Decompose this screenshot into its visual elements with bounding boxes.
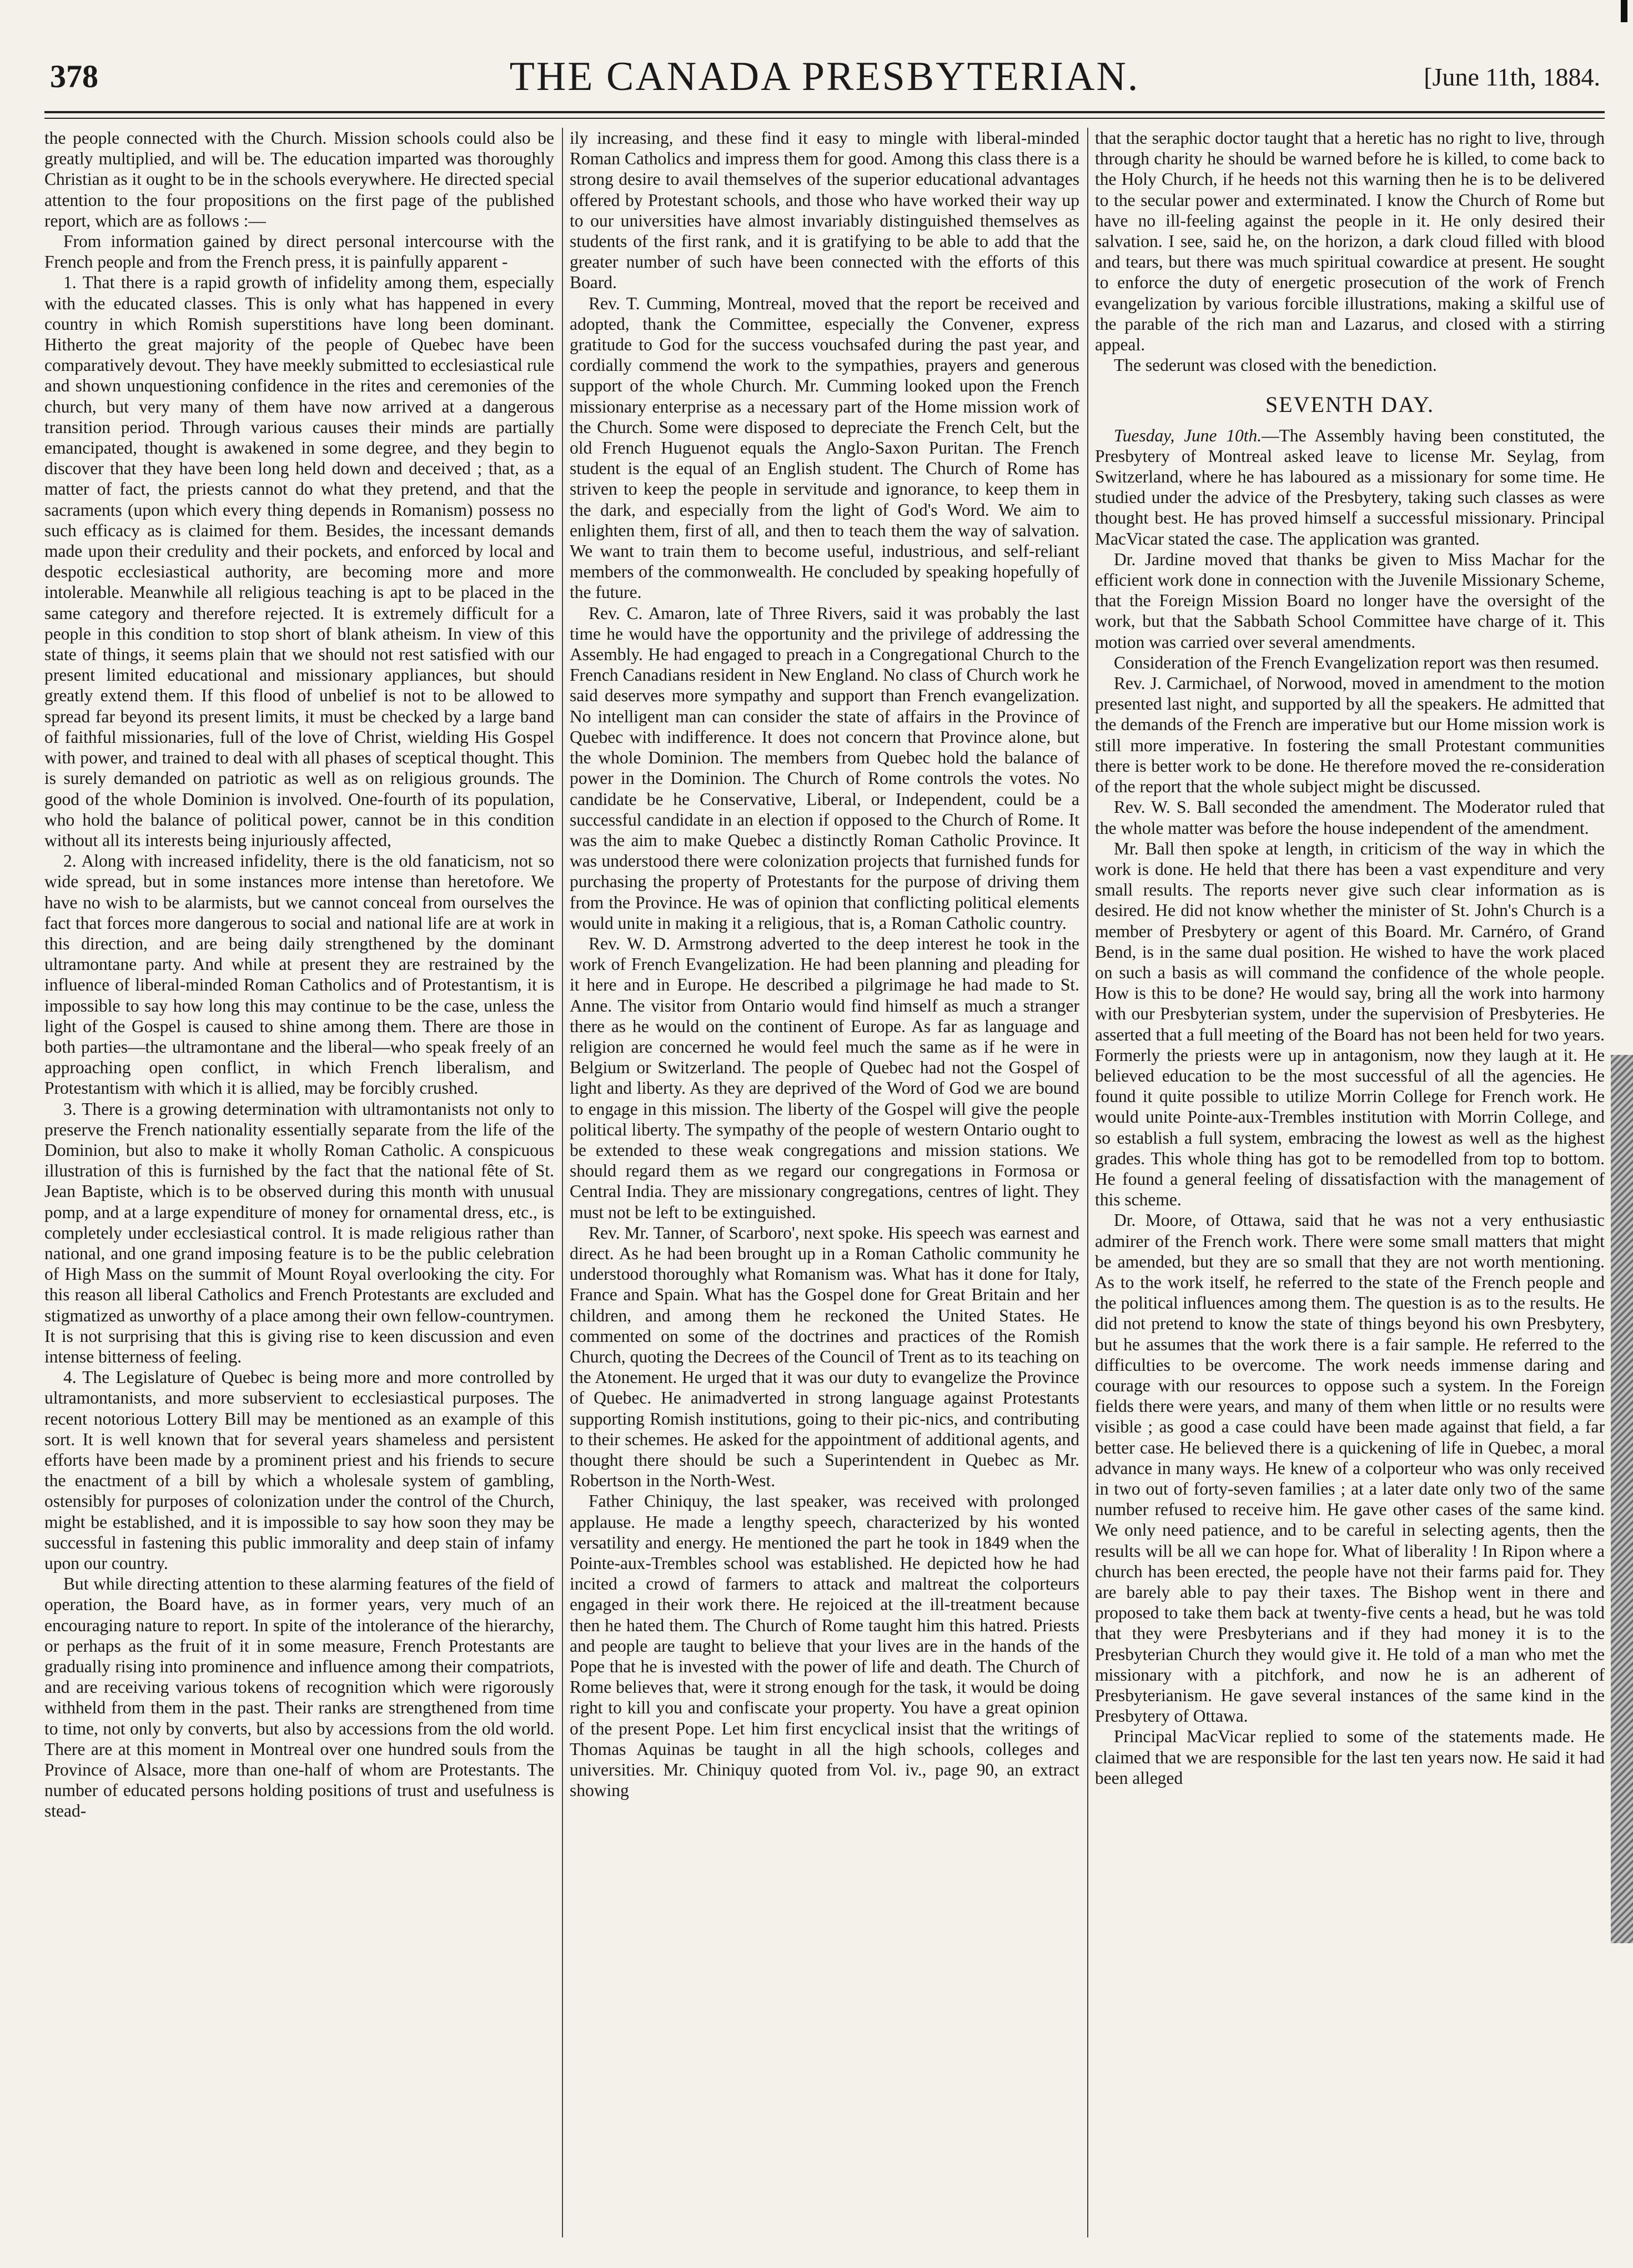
page-number: 378 <box>50 58 98 94</box>
paragraph-text: Mr. Ball then spoke at length, in criticism of the way in which the work is done. He held that there has been a vast expenditure and very small results. The reports never give such clear information as is desired. He did not know whether the minister of St. John's Church is a member of Presbytery or agent of this Board. Mr. Carnéro, of Grand Bend, is in the same dual position. He wished to have the work placed on such a basis as will command the confidence of the whole people. How is this to be done? He would say, bring all the work into harmony with our Presbyterian system, under the supervision of Presbyteries. He asserted that a full meeting of the Board has not been held for two years. Formerly the priests were up in antagonism, now they laugh at it. He believed education to be the most successful of all the agencies. He found it quite possible to utilize Morrin College for French work. He would unite Pointe-aux-Trembles institution with Morrin College, and so establish a full system, embracing the lowest as well as the highest grades. This whole thing has got to be remodelled from top to bottom. He found a general feeling of dissatisfaction with the management of this scheme. <box>1095 838 1605 1210</box>
column-divider <box>1087 128 1088 2237</box>
article-paragraph <box>1095 838 1605 1210</box>
column-1 <box>44 128 554 2237</box>
article-columns <box>44 128 1605 2237</box>
page-edge-mark <box>1621 0 1627 22</box>
article-paragraph <box>44 1573 554 1821</box>
article-paragraph <box>1095 652 1605 673</box>
article-paragraph <box>570 1223 1079 1491</box>
paragraph-text: Father Chiniquy, the last speaker, was received with prolonged applause. He made a lengthy speech, characterized by his wonted versatility and energy. He mentioned the part he took in 1849 when the Pointe-aux-Trembles school was established. He depicted how he had incited a crowd of farmers to attack and maltreat the colporteurs engaged in their work there. He rejoiced at the ill-treatment because then he hated them. The Church of Rome taught him this hatred. Priests and people are taught to believe that your lives are in the hands of the Pope that he is invested with the power of life and death. The Church of Rome believes that, were it strong enough for the task, it would be doing right to kill you and confiscate your property. You have a great opinion of the present Pope. Let him first encyclical insist that the writings of Thomas Aquinas be taught in all the high schools, colleges and universities. Mr. Chiniquy quoted from Vol. iv., page 90, an extract showing <box>570 1491 1079 1801</box>
article-paragraph <box>1095 549 1605 652</box>
paragraph-text: Rev. C. Amaron, late of Three Rivers, said it was probably the last time he would have the opportunity and the privilege of addressing the Assembly. He had engaged to preach in a Congregational Church to the French Canadians resident in New England. No class of Church work he said deserves more sympathy and support than French evangelization. No intelligent man can consider the state of affairs in the Province of Quebec with indifference. It does not concern that Province alone, but the whole Dominion. The members from Quebec hold the balance of power in the Dominion. The Church of Rome controls the votes. No candidate be he Conservative, Liberal, or Independent, could be a successful candidate in an election if opposed to the Church of Rome. It was the aim to make Quebec a distinctly Roman Catholic Province. It was understood there were colonization projects that furnished funds for purchasing the property of Protestants for the purpose of driving them from the Province. He was of opinion that conflicting political elements would unite in making it a religious, that is, a Roman Catholic country. <box>570 603 1079 933</box>
paragraph-text: Rev. W. S. Ball seconded the amendment. The Moderator ruled that the whole matter was before the house independent of the amendment. <box>1095 797 1605 838</box>
newspaper-page <box>39 50 1610 2249</box>
article-paragraph <box>1095 355 1605 375</box>
paragraph-text: The sederunt was closed with the benediction. <box>1114 355 1437 375</box>
article-paragraph <box>1095 673 1605 797</box>
paragraph-text: Rev. J. Carmichael, of Norwood, moved in amendment to the motion presented last night, and supported by all the speakers. He admitted that the demands of the French are imperative but our Home mission work is still more imperative. In fostering the small Protestant communities there is better work to be done. He therefore moved the re-consideration of the report that the whole subject might be discussed. <box>1095 673 1605 797</box>
paragraph-text: that the seraphic doctor taught that a heretic has no right to live, through through charity he should be warned before he is killed, to come back to the Holy Church, if he heeds not this warning then he is to be delivered to the secular power and exterminated. I know the Church of Rome but have no ill-feeling against the people in it. He only desired their salvation. I see, said he, on the horizon, a dark cloud filled with blood and tears, but there was much spiritual cowardice at present. He sought to enforce the duty of energetic prosecution of the work of French evangelization by various forcible illustrations, making a skilful use of the parable of the rich man and Lazarus, and closed with a stirring appeal. <box>1095 128 1605 355</box>
article-paragraph <box>1095 1210 1605 1726</box>
paragraph-text: Consideration of the French Evangelization report was then resumed. <box>1114 652 1599 672</box>
article-paragraph <box>1095 128 1605 355</box>
paragraph-text: —The Assembly having been constituted, the Presbytery of Montreal asked leave to license Mr. Seylag, from Switzerland, where he has laboured as a missionary for some time. He studied under the advice of the Presbytery, taking such classes as were thought best. He has proved himself a successful missionary. Principal MacVicar stated the case. The application was granted. <box>1095 425 1605 549</box>
article-paragraph <box>44 851 554 1098</box>
dateline: Tuesday, June 10th. <box>1114 425 1262 445</box>
article-paragraph <box>570 603 1079 933</box>
issue-date: [June 11th, 1884. <box>1424 63 1600 91</box>
column-3 <box>1095 128 1605 2237</box>
article-paragraph <box>1095 425 1605 549</box>
page-edge-shading <box>1611 1055 1633 1943</box>
masthead-rule <box>44 111 1605 113</box>
paragraph-text: 2. Along with increased infidelity, there is the old fanaticism, not so wide spread, but in some instances more intense than heretofore. We have no wish to be alarmists, but we cannot conceal from ourselves the fact that forces more dangerous to social and national life are at work in this direction, and are being daily strengthened by the dominant ultramontane party. And while at present they are restrained by the influence of liberal-minded Roman Catholics and of Protestantism, it is impossible to say how long this may continue to be the case, unless the light of the Gospel is caused to shine among them. There are those in both parties—the ultramontane and the liberal—who speak freely of an approaching open conflict, in which French liberalism, and Protestantism with which it is allied, may be forcibly crushed. <box>44 851 554 1098</box>
masthead <box>39 50 1610 111</box>
masthead-rule-thin <box>44 118 1605 119</box>
column-2 <box>570 128 1079 2237</box>
paragraph-text: 3. There is a growing determination with ultramontanists not only to preserve the French nationality essentially separate from the life of the Dominion, but also to make it wholly Roman Catholic. A conspicuous illustration of this is furnished by the fact that the national fête of St. Jean Baptiste, which is to be observed during this month with unusual pomp, and at a large expenditure of money for ornamental dress, etc., is completely under ecclesiastical control. It is made religious rather than national, and one grand imposing feature is to be the public celebration of High Mass on the summit of Mount Royal overlooking the city. For this reason all liberal Catholics and French Protestants are excluded and stigmatized as unworthy of a place among their own fellow-countrymen. It is not surprising that this is giving rise to keen discussion and even intense bitterness of feeling. <box>44 1099 554 1366</box>
article-paragraph <box>570 1491 1079 1801</box>
article-paragraph <box>44 272 554 851</box>
paragraph-text: ily increasing, and these find it easy to mingle with liberal-minded Roman Catholics and impress them for good. Among this class there is a strong desire to avail themselves of the superior educational advantages offered by Protestant schools, and those who have worked their way up to our universities have almost invariably distinguished themselves as students of the first rank, and it is gratifying to be able to add that the greater number of such have been connected with the efforts of this Board. <box>570 128 1079 293</box>
article-paragraph <box>44 1099 554 1367</box>
article-paragraph <box>1095 797 1605 838</box>
paragraph-text: 4. The Legislature of Quebec is being more and more controlled by ultramontanists, and more subservient to ecclesiastical purposes. The recent notorious Lottery Bill may be mentioned as an example of this sort. It is well known that for several years shameless and persistent efforts have been made by a prominent priest and his friends to secure the enactment of a bill by which a wholesale system of gambling, ostensibly for purposes of colonization under the control of the Church, might be established, and it is impossible to say how soon they may be successful in fastening this public immorality and deep stain of infamy upon our country. <box>44 1367 554 1573</box>
paragraph-text: the people connected with the Church. Mission schools could also be greatly multiplied, and will be. The education imparted was thoroughly Christian as it ought to be in the schools everywhere. He directed special attention to the four propositions on the first page of the published report, which are as follows :— <box>44 128 554 230</box>
paragraph-text: Principal MacVicar replied to some of the statements made. He claimed that we are responsible for the last ten years now. He said it had been alleged <box>1095 1727 1605 1788</box>
article-paragraph <box>570 128 1079 293</box>
paragraph-text: Dr. Moore, of Ottawa, said that he was not a very enthusiastic admirer of the French work. There were some small matters that might be amended, but they are so small that they are not worth mentioning. As to the work itself, he referred to the state of the French people and the political influences among them. The question is as to the results. He did not pretend to know the state of things beyond his own Presbytery, but he assumes that the work there is a fair sample. He referred to the difficulties to be overcome. The work needs immense daring and courage with our resources to oppose such a system. In the Foreign fields there were years, and many of them when little or no results were visible ; as good a case could have been made against that field, a far better case. He believed there is a quickening of life in Quebec, a moral advance in many ways. He knew of a colporteur who was only received in two out of forty-seven families ; at a later date only two of the same number refused to receive him. He gave other cases of the same kind. We only need patience, and to be careful in selecting agents, then the results will be all we can hope for. What of liberality ! In Ripon where a church has been erected, the people have not their farms paid for. They are barely able to pay their taxes. The Bishop went in there and proposed to take them back at twenty-five cents a head, but he was told that they were Presbyterians and if they had money it is to the Presbyterian Church they would give it. He told of a man who met the missionary with a pitchfork, and now he is an adherent of Presbyterianism. He gave several instances of the same kind in the Presbytery of Ottawa. <box>1095 1210 1605 1726</box>
paragraph-text: 1. That there is a rapid growth of infidelity among them, especially with the educated classes. This is only what has happened in every country in which Romish superstitions have long been dominant. Hitherto the great majority of the people of Quebec have been comparatively devout. They have meekly submitted to ecclesiastical rule and shown unquestioning confidence in the rites and ceremonies of the church, but very many of them have now arrived at a dangerous transition period. Through various causes their minds are partially emancipated, thought is awakened in some degree, and they begin to discover that they have been long held down and deceived ; that, as a matter of fact, the priests cannot do what they pretend, and that the sacraments (upon which every thing depends in Romanism) possess no such efficacy as is claimed for them. Besides, the incessant demands made upon their credulity and their pockets, and enforced by local and despotic ecclesiastical authority, are becoming more and more intolerable. Meanwhile all religious teaching is apt to be placed in the same category and therefore rejected. It is extremely difficult for a people in this condition to stop short of blank atheism. In view of this state of things, it seems plain that we should not rest satisfied with our present limited educational and missionary appliances, but should greatly extend them. If this flood of unbelief is not to be allowed to spread far beyond its present limits, it must be checked by a large band of faithful missionaries, full of the love of Christ, wielding His Gospel with power, and trained to deal with all phases of sceptical thought. This is surely demanded on patriotic as well as on religious grounds. The good of the whole Dominion is involved. One-fourth of its population, who hold the balance of political power, cannot be in this condition without all its interests being injuriously affected, <box>44 273 554 850</box>
paragraph-text: Rev. W. D. Armstrong adverted to the deep interest he took in the work of French Evangelization. He had been planning and pleading for it here and in Europe. He described a pilgrimage he had made to St. Anne. The visitor from Ontario would find himself as much a stranger there as he would on the continent of Europe. As far as language and religion are concerned he would feel much the same as if he were in Belgium or Switzerland. The people of Quebec had not the Gospel of light and liberty. As they are deprived of the Word of God we are bound to engage in this mission. The liberty of the Gospel will give the people political liberty. The sympathy of the people of western Ontario ought to be extended to these weak congregations and mission stations. We should regard them as we regard our congregations in Formosa or Central India. They are missionary congregations, centres of light. They must not be left to be extinguished. <box>570 933 1079 1222</box>
column-divider <box>562 128 563 2237</box>
paragraph-text: From information gained by direct personal intercourse with the French people and from the French press, it is painfully apparent - <box>44 232 554 272</box>
article-paragraph <box>44 231 554 272</box>
paragraph-text: But while directing attention to these alarming features of the field of operation, the Board have, as in former years, very much of an encouraging nature to report. In spite of the intolerance of the hierarchy, or perhaps as the fruit of it in some measure, French Protestants are gradually rising into prominence and influence among their compatriots, and are receiving various tokens of recognition which were rigorously withheld from them in the past. Their ranks are strengthened from time to time, not only by converts, but also by accessions from the old world. There are at this moment in Montreal over one hundred souls from the Province of Alsace, more than one-half of whom are Protestants. The number of educated persons holding positions of trust and usefulness is stead- <box>44 1574 554 1821</box>
article-paragraph <box>570 293 1079 603</box>
article-paragraph <box>570 933 1079 1223</box>
section-heading: SEVENTH DAY. <box>1265 392 1435 418</box>
paper-title: THE CANADA PRESBYTERIAN. <box>509 54 1140 99</box>
paragraph-text: Dr. Jardine moved that thanks be given to Miss Machar for the efficient work done in connection with the Juvenile Missionary Scheme, that the Foreign Mission Board no longer have the oversight of the work, but that the Sabbath School Committee have charge of it. This motion was carried over several amendments. <box>1095 549 1605 652</box>
article-paragraph <box>44 1367 554 1573</box>
paragraph-text: Rev. Mr. Tanner, of Scarboro', next spoke. His speech was earnest and direct. As he had been brought up in a Roman Catholic community he understood thoroughly what Romanism was. What has it done for Italy, France and Spain. What has the Gospel done for Great Britain and her children, and among them he reckoned the United States. He commented on some of the doctrines and practices of the Romish Church, quoting the Decrees of the Council of Trent as to its teaching on the Atonement. He urged that it was our duty to evangelize the Province of Quebec. He animadverted in strong language against Protestants supporting Romish institutions, going to their pic-nics, and contributing to their schemes. He asked for the appointment of additional agents, and thought there should be such a Superintendent in Quebec as Mr. Robertson in the North-West. <box>570 1223 1079 1491</box>
paragraph-text: Rev. T. Cumming, Montreal, moved that the report be received and adopted, thank the Committee, especially the Convener, express gratitude to God for the success vouchsafed during the past year, and cordially commend the work to the sympathies, prayers and generous support of the whole Church. Mr. Cumming looked upon the French missionary enterprise as a necessary part of the Home mission work of the Church. Some were disposed to depreciate the French Celt, but the old French Huguenot equals the Anglo-Saxon Puritan. The French student is the equal of an English student. The Church of Rome has striven to keep the people in servitude and ignorance, to keep them in the dark, and especially from the light of God's Word. We aim to enlighten them, first of all, and then to teach them the way of salvation. We want to train them to become useful, industrious, and self-reliant members of the commonwealth. He concluded by speaking hopefully of the future. <box>570 293 1079 602</box>
article-paragraph <box>1095 1726 1605 1788</box>
article-paragraph <box>44 128 554 231</box>
